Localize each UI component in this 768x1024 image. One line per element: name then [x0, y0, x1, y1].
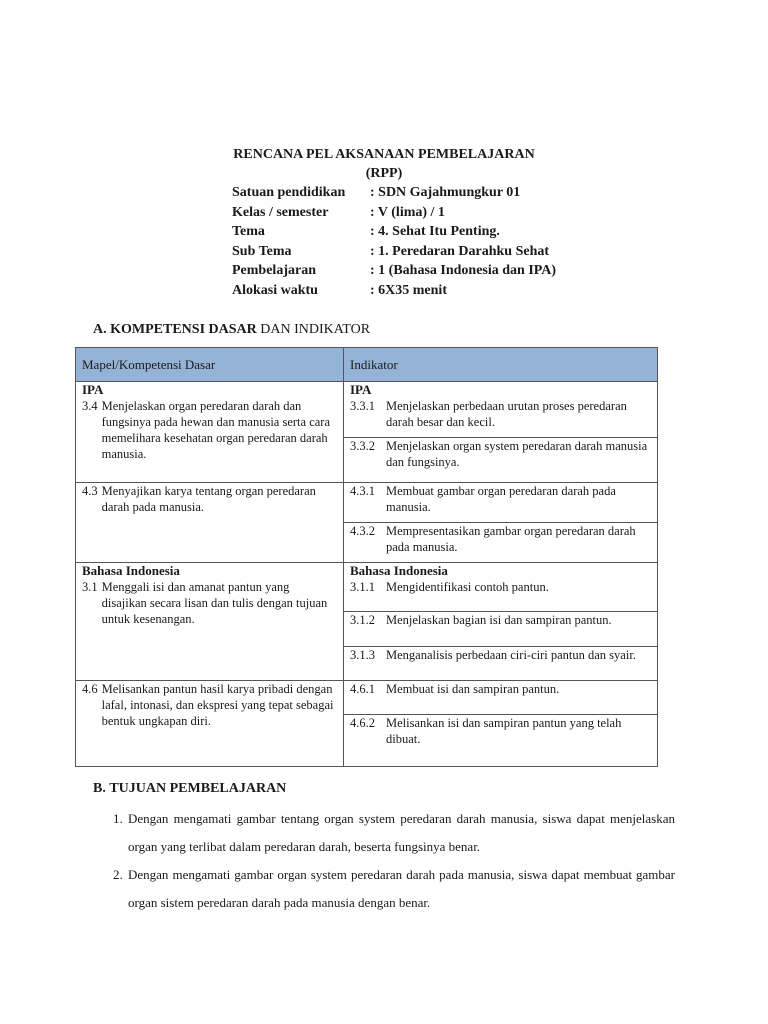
indicator-cell	[344, 523, 658, 563]
kd-text: Melisankan pantun hasil karya pribadi dengan lafal, intonasi, dan ekspresi yang tepat sebagai bentuk ungkapan diri.	[101, 682, 334, 728]
indicator-number: 3.1.3	[350, 648, 375, 662]
goal-number: 1.	[113, 811, 123, 826]
indicator-number: 4.3.1	[350, 484, 375, 498]
identity-block	[232, 183, 556, 301]
section-a-letter: A.	[93, 322, 107, 337]
col-header-indikator: Indikator	[344, 348, 658, 382]
indicator-number: 3.1.1	[350, 580, 375, 594]
info-label: Sub Tema	[232, 243, 292, 259]
info-row-alokasi	[232, 281, 556, 301]
info-value: : 6X35 menit	[370, 282, 447, 298]
info-row-subtema	[232, 242, 556, 262]
indicator-cell	[344, 681, 658, 715]
indicator-number: 4.6.2	[350, 716, 375, 730]
indicator-text: Membuat isi dan sampiran pantun.	[386, 682, 560, 696]
goal-item	[113, 861, 675, 917]
kd-cell-3-1	[76, 563, 344, 681]
info-row-kelas	[232, 203, 556, 223]
indicator-text: Membuat gambar organ peredaran darah pada manusia.	[386, 484, 616, 514]
section-a-heading	[93, 322, 370, 338]
subject-label-ipa: IPA	[350, 382, 372, 397]
indicator-cell	[344, 647, 658, 681]
kd-text: Menggali isi dan amanat pantun yang disajikan secara lisan dan tulis dengan tujuan untuk kesenangan.	[101, 580, 328, 626]
info-label: Tema	[232, 224, 265, 240]
indicator-cell	[344, 382, 658, 438]
kd-number: 4.3	[82, 484, 98, 498]
col-header-kompetensi: Mapel/Kompetensi Dasar	[76, 348, 344, 382]
section-b-letter: B.	[93, 781, 106, 796]
info-value: : 1 (Bahasa Indonesia dan IPA)	[370, 263, 557, 279]
indicator-number: 3.3.1	[350, 399, 375, 413]
section-b-heading	[93, 781, 286, 797]
indicator-cell	[344, 563, 658, 612]
info-value: : 4. Sehat Itu Penting.	[370, 224, 500, 240]
kd-text: Menjelaskan organ peredaran darah dan fungsinya pada hewan dan manusia serta cara memelihara kesehatan organ peredaran darah manusia.	[101, 399, 331, 461]
goals-list	[113, 805, 675, 917]
kd-text: Menyajikan karya tentang organ peredaran darah pada manusia.	[101, 484, 316, 514]
info-label: Satuan pendidikan	[232, 185, 346, 200]
subject-label-bahasa: Bahasa Indonesia	[82, 563, 180, 578]
indicator-text: Mengidentifikasi contoh pantun.	[386, 580, 549, 594]
goal-text: Dengan mengamati gambar organ system peredaran darah pada manusia, siswa dapat membuat gambar organ sistem peredaran darah pada manusia dengan benar.	[128, 867, 675, 910]
section-a-bold: KOMPETENSI DASAR	[110, 322, 257, 337]
indicator-text: Mempresentasikan gambar organ peredaran darah pada manusia.	[386, 524, 636, 554]
goal-item	[113, 805, 675, 861]
info-row-pembelajaran	[232, 261, 556, 281]
kd-cell-4-6	[76, 681, 344, 767]
info-row-tema	[232, 222, 556, 242]
document-subtitle: (RPP)	[365, 166, 403, 181]
info-value: : V (lima) / 1	[370, 204, 445, 220]
info-label: Pembelajaran	[232, 263, 316, 279]
kd-cell-3-4	[76, 382, 344, 483]
indicator-cell	[344, 715, 658, 767]
info-label: Alokasi waktu	[232, 282, 318, 298]
indicator-text: Menganalisis perbedaan ciri-ciri pantun dan syair.	[386, 648, 636, 662]
indicator-text: Menjelaskan bagian isi dan sampiran pantun.	[386, 613, 612, 627]
indicator-number: 4.3.2	[350, 524, 375, 538]
indicator-text: Menjelaskan perbedaan urutan proses peredaran darah besar dan kecil.	[386, 399, 627, 429]
document-title: RENCANA PEL AKSANAAN PEMBELAJARAN	[233, 147, 535, 162]
indicator-number: 4.6.1	[350, 682, 375, 696]
indicator-number: 3.1.2	[350, 613, 375, 627]
kd-number: 4.6	[82, 682, 98, 696]
info-row-satuan	[232, 183, 556, 203]
subject-label-bahasa: Bahasa Indonesia	[350, 563, 448, 578]
info-value: : SDN Gajahmungkur 01	[370, 185, 521, 200]
indicator-cell	[344, 612, 658, 647]
info-value: : 1. Peredaran Darahku Sehat	[370, 243, 550, 259]
goal-number: 2.	[113, 867, 123, 882]
section-a-rest: DAN INDIKATOR	[256, 322, 371, 337]
goal-text: Dengan mengamati gambar tentang organ system peredaran darah manusia, siswa dapat menjelaskan organ yang terlibat dalam peredaran darah, beserta fungsinya benar.	[128, 811, 675, 854]
indicator-number: 3.3.2	[350, 439, 375, 453]
kd-number: 3.1	[82, 580, 98, 594]
indicator-text: Menjelaskan organ system peredaran darah manusia dan fungsinya.	[386, 439, 648, 469]
kd-number: 3.4	[82, 399, 98, 413]
indicator-cell	[344, 438, 658, 483]
section-b-title: TUJUAN PEMBELAJARAN	[109, 781, 287, 796]
info-label: Kelas / semester	[232, 204, 329, 220]
subject-label-ipa: IPA	[82, 382, 104, 397]
competency-table	[75, 347, 658, 767]
indicator-text: Melisankan isi dan sampiran pantun yang telah dibuat.	[386, 716, 622, 746]
kd-cell-4-3	[76, 483, 344, 563]
indicator-cell	[344, 483, 658, 523]
